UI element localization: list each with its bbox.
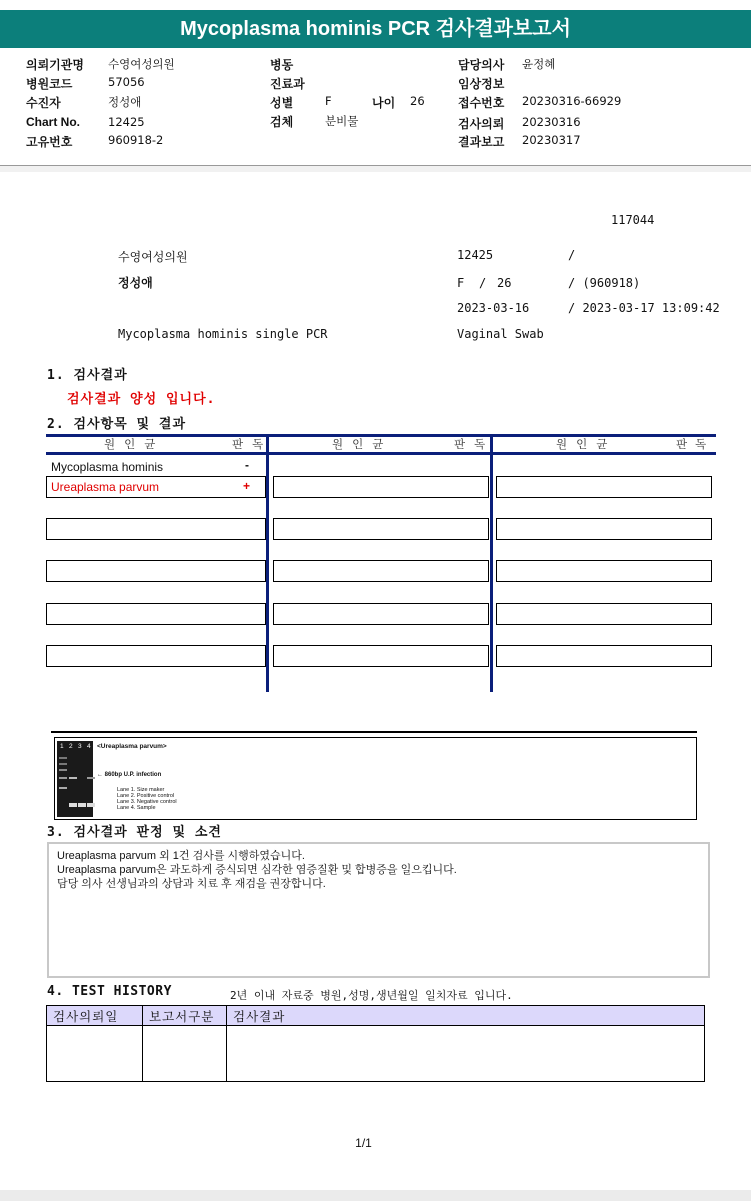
gel-electrophoresis-image	[57, 741, 93, 817]
header-value: 정성애	[108, 95, 142, 109]
header-value: 수영여성의원	[108, 57, 175, 71]
header-value: F	[325, 94, 332, 108]
header-label: 검사의뢰	[458, 117, 505, 131]
positive-result: 검사결과 양성 입니다.	[67, 392, 216, 407]
header-value: 960918-2	[108, 133, 164, 147]
header-label: 수진자	[26, 96, 61, 110]
gel-band	[59, 777, 67, 779]
result-cell	[273, 476, 489, 498]
header-value: 20230317	[522, 133, 581, 147]
patient-header	[0, 48, 751, 166]
section2-title: 2. 검사항목 및 결과	[47, 417, 187, 432]
gel-band	[59, 769, 67, 771]
result-cell	[496, 603, 712, 625]
section1-title: 1. 검사결과	[47, 368, 128, 383]
gel-band	[59, 757, 67, 759]
page-bottom-band	[0, 1190, 751, 1201]
section4-title: 4. TEST HISTORY	[47, 984, 172, 999]
gel-legend: Lane 2. Positive control	[117, 793, 175, 799]
history-cell	[143, 1026, 227, 1082]
history-row	[47, 1026, 705, 1082]
opinion-line: 담당 의사 선생님과의 상담과 치료 후 재검을 권장합니다.	[57, 878, 326, 890]
pathogen-name: Mycoplasma hominis	[51, 460, 164, 474]
report-separator: /	[568, 248, 576, 262]
header-label: 나이	[372, 96, 396, 110]
header-label: 의뢰기관명	[26, 58, 84, 72]
column-header-judge: 판독	[232, 437, 273, 451]
report-title: Mycoplasma hominis PCR 검사결과보고서	[0, 10, 751, 48]
result-cell	[273, 518, 489, 540]
header-label: 결과보고	[458, 135, 505, 149]
report-age: 26	[497, 276, 512, 290]
gel-legend: Lane 1. Size maker	[117, 787, 165, 793]
column-header-pathogen: 원인균	[332, 437, 393, 451]
report-id: / (960918)	[568, 276, 641, 290]
opinion-line: Ureaplasma parvum 외 1건 검사를 시행하였습니다.	[57, 850, 305, 862]
table-head-rule	[46, 452, 716, 455]
gel-arrow-label: ← 860bp U.P. infection	[97, 772, 162, 778]
gel-band	[87, 803, 95, 807]
report-chart-no: 12425	[457, 248, 494, 262]
opinion-box	[47, 842, 710, 978]
history-table	[46, 1005, 705, 1082]
section3-title: 3. 검사결과 판정 및 소견	[47, 825, 222, 840]
header-value: 20230316-66929	[522, 94, 622, 108]
header-label: 담당의사	[458, 58, 505, 72]
result-cell	[273, 560, 489, 582]
header-value: 분비물	[325, 114, 359, 128]
lane-number: 3	[78, 743, 82, 750]
report-date-received: 2023-03-16	[457, 301, 530, 315]
gel-title: <Ureaplasma parvum>	[97, 743, 167, 750]
gel-band	[69, 803, 77, 807]
result-cell	[46, 645, 266, 667]
header-value: 57056	[108, 75, 145, 89]
report-date-reported: / 2023-03-17 13:09:42	[568, 301, 720, 315]
history-column-header: 보고서구분	[143, 1006, 227, 1026]
report-separator: /	[479, 276, 487, 290]
header-value: 12425	[108, 115, 145, 129]
header-label: Chart No.	[26, 115, 80, 129]
result-cell	[46, 518, 266, 540]
header-label: 고유번호	[26, 135, 73, 149]
gel-band	[78, 803, 86, 807]
gel-band	[69, 777, 77, 779]
column-header-pathogen: 원인균	[104, 437, 165, 451]
result-cell	[496, 518, 712, 540]
history-note: 2년 이내 자료중 병원,성명,생년월일 일치자료 입니다.	[230, 989, 513, 1002]
column-divider	[266, 434, 269, 692]
header-label: 성별	[270, 96, 294, 110]
report-patient: 정성애	[118, 276, 153, 290]
column-header-judge: 판독	[676, 437, 715, 451]
header-label: 접수번호	[458, 96, 505, 110]
history-column-header: 검사결과	[227, 1006, 705, 1026]
report-hospital: 수영여성의원	[118, 250, 188, 264]
result-cell	[496, 476, 712, 498]
gel-image-box	[54, 737, 697, 820]
history-column-header: 검사의뢰일	[47, 1006, 143, 1026]
lane-number: 1	[60, 743, 64, 750]
header-label: 검체	[270, 115, 294, 129]
lane-number: 4	[87, 743, 91, 750]
pathogen-result: -	[245, 458, 249, 472]
lane-number: 2	[69, 743, 73, 750]
header-value: 26	[410, 94, 425, 108]
column-divider	[490, 434, 493, 692]
opinion-line: Ureaplasma parvum은 과도하게 증식되면 심각한 염증질환 및 합병증을 일으킵니다.	[57, 864, 457, 876]
history-cell	[227, 1026, 705, 1082]
gel-band	[59, 787, 67, 789]
column-header-judge: 판독	[454, 437, 495, 451]
header-shadow	[0, 166, 751, 172]
result-cell	[273, 645, 489, 667]
page-number: 1/1	[355, 1136, 372, 1150]
gel-legend: Lane 4. Sample	[117, 805, 156, 811]
report-sex: F	[457, 276, 465, 290]
column-header-pathogen: 원인균	[556, 437, 617, 451]
header-label: 병원코드	[26, 77, 73, 91]
result-cell	[496, 560, 712, 582]
report-specimen: Vaginal Swab	[457, 327, 544, 341]
pathogen-result: +	[243, 479, 251, 493]
history-cell	[47, 1026, 143, 1082]
pathogen-name: Ureaplasma parvum	[51, 480, 160, 494]
gel-band	[87, 777, 95, 779]
gel-legend: Lane 3. Negative control	[117, 799, 177, 805]
result-cell	[46, 603, 266, 625]
result-cell	[273, 603, 489, 625]
header-label: 진료과	[270, 77, 305, 91]
result-cell	[46, 560, 266, 582]
gel-divider	[51, 731, 697, 733]
header-label: 병동	[270, 58, 294, 72]
header-value: 윤정혜	[522, 57, 556, 71]
result-cell	[496, 645, 712, 667]
report-test-name: Mycoplasma hominis single PCR	[118, 327, 328, 341]
gel-band	[59, 763, 67, 765]
report-code: 117044	[611, 213, 655, 227]
header-label: 임상정보	[458, 77, 505, 91]
header-value: 20230316	[522, 115, 581, 129]
